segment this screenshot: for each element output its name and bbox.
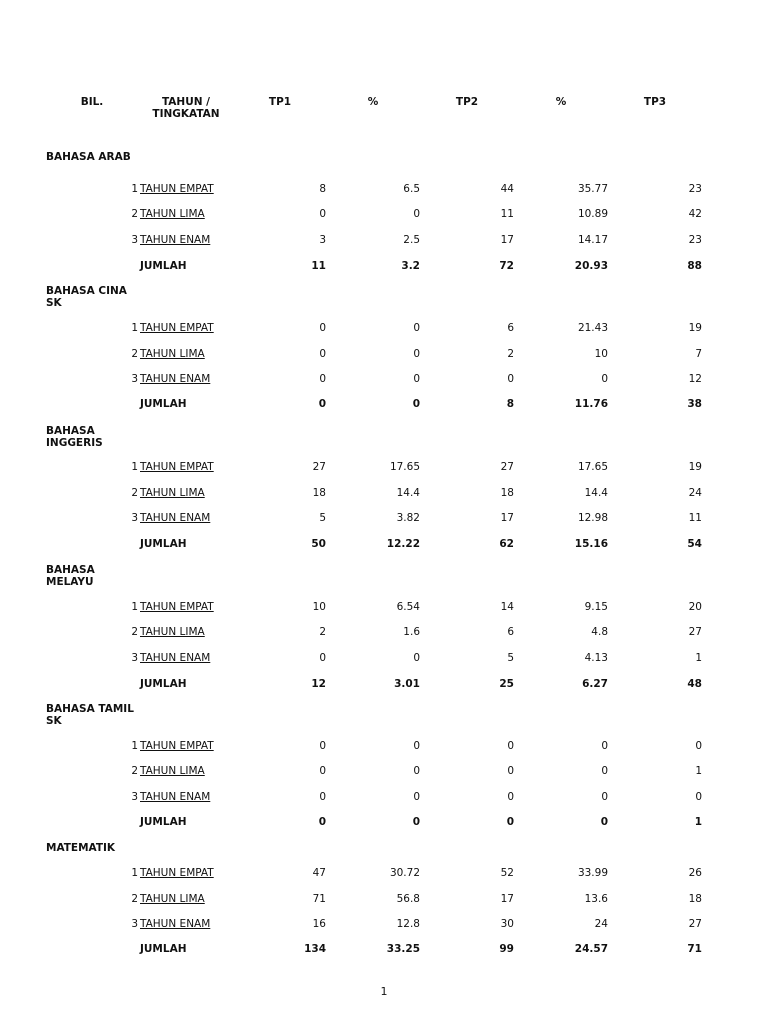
total-tp1: 50 xyxy=(311,538,326,550)
table-row xyxy=(0,321,768,335)
row-pct2: 14.17 xyxy=(577,234,608,246)
table-row xyxy=(0,347,768,361)
row-pct2: 14.4 xyxy=(584,487,608,499)
table-row xyxy=(0,511,768,525)
table-row xyxy=(0,764,768,778)
row-tp3: 19 xyxy=(688,461,702,473)
row-tp1: 16 xyxy=(312,918,326,930)
row-pct1: 0 xyxy=(413,208,420,220)
row-tp3: 20 xyxy=(688,601,702,613)
row-label: TAHUN ENAM xyxy=(140,791,211,803)
row-tp2: 17 xyxy=(500,234,514,246)
section-title: BAHASA TAMIL SK xyxy=(46,703,134,727)
total-tp1: 12 xyxy=(311,678,326,690)
row-label: TAHUN ENAM xyxy=(140,918,211,930)
total-tp1: 0 xyxy=(318,398,326,410)
total-tp1: 11 xyxy=(311,260,326,272)
row-label: TAHUN ENAM xyxy=(140,234,211,246)
row-pct1: 6.5 xyxy=(403,183,420,195)
row-label: TAHUN LIMA xyxy=(140,208,205,220)
row-tp3: 0 xyxy=(695,740,702,752)
row-tp2: 6 xyxy=(507,626,514,638)
row-tp2: 0 xyxy=(507,740,514,752)
row-pct1: 14.4 xyxy=(396,487,420,499)
row-tp3: 42 xyxy=(688,208,702,220)
total-tp3: 88 xyxy=(687,260,702,272)
row-label: TAHUN EMPAT xyxy=(140,601,214,613)
header-tp1: TP1 xyxy=(268,96,292,108)
row-tp2: 18 xyxy=(500,487,514,499)
total-tp2: 25 xyxy=(499,678,514,690)
row-tp1: 0 xyxy=(319,740,326,752)
row-tp3: 7 xyxy=(695,348,702,360)
row-tp2: 6 xyxy=(507,322,514,334)
total-tp3: 1 xyxy=(694,816,702,828)
total-pct2: 0 xyxy=(600,816,608,828)
row-tp3: 0 xyxy=(695,791,702,803)
total-row xyxy=(0,815,768,829)
row-tp3: 27 xyxy=(688,626,702,638)
total-tp3: 54 xyxy=(687,538,702,550)
row-bil: 3 xyxy=(131,512,138,524)
row-pct2: 0 xyxy=(601,373,608,385)
row-label: TAHUN ENAM xyxy=(140,373,211,385)
row-tp3: 27 xyxy=(688,918,702,930)
total-pct1: 0 xyxy=(412,816,420,828)
row-bil: 2 xyxy=(131,893,138,905)
total-row xyxy=(0,259,768,273)
header-bil: BIL. xyxy=(80,96,104,108)
section-title: MATEMATIK xyxy=(46,842,116,854)
row-tp2: 2 xyxy=(507,348,514,360)
row-label: TAHUN ENAM xyxy=(140,652,211,664)
row-tp1: 0 xyxy=(319,765,326,777)
total-pct1: 3.2 xyxy=(401,260,420,272)
total-label: JUMLAH xyxy=(140,678,187,690)
row-tp2: 5 xyxy=(507,652,514,664)
row-pct1: 0 xyxy=(413,740,420,752)
row-pct1: 0 xyxy=(413,373,420,385)
row-pct2: 0 xyxy=(601,765,608,777)
total-label: JUMLAH xyxy=(140,943,187,955)
row-tp2: 0 xyxy=(507,373,514,385)
table-row xyxy=(0,917,768,931)
row-pct1: 17.65 xyxy=(389,461,420,473)
row-pct1: 30.72 xyxy=(389,867,420,879)
row-tp2: 0 xyxy=(507,765,514,777)
row-pct1: 0 xyxy=(413,791,420,803)
row-pct2: 12.98 xyxy=(577,512,608,524)
row-tp2: 17 xyxy=(500,512,514,524)
row-bil: 1 xyxy=(131,322,138,334)
row-tp1: 3 xyxy=(319,234,326,246)
row-bil: 2 xyxy=(131,348,138,360)
row-tp3: 19 xyxy=(688,322,702,334)
row-label: TAHUN LIMA xyxy=(140,626,205,638)
total-pct2: 15.16 xyxy=(574,538,608,550)
row-pct1: 0 xyxy=(413,765,420,777)
row-label: TAHUN LIMA xyxy=(140,487,205,499)
row-pct1: 0 xyxy=(413,322,420,334)
row-label: TAHUN EMPAT xyxy=(140,183,214,195)
row-bil: 2 xyxy=(131,626,138,638)
total-tp3: 71 xyxy=(687,943,702,955)
total-row xyxy=(0,677,768,691)
row-tp1: 27 xyxy=(312,461,326,473)
row-label: TAHUN EMPAT xyxy=(140,322,214,334)
row-tp3: 24 xyxy=(688,487,702,499)
total-pct2: 20.93 xyxy=(574,260,608,272)
row-tp1: 47 xyxy=(312,867,326,879)
total-tp3: 48 xyxy=(687,678,702,690)
total-row xyxy=(0,942,768,956)
total-tp2: 72 xyxy=(499,260,514,272)
section-title: BAHASA CINA SK xyxy=(46,285,127,309)
table-row xyxy=(0,207,768,221)
row-tp1: 18 xyxy=(312,487,326,499)
row-tp1: 8 xyxy=(319,183,326,195)
total-label: JUMLAH xyxy=(140,398,187,410)
row-bil: 2 xyxy=(131,487,138,499)
table-row xyxy=(0,892,768,906)
row-pct1: 12.8 xyxy=(396,918,420,930)
row-pct2: 33.99 xyxy=(577,867,608,879)
row-tp2: 44 xyxy=(500,183,514,195)
total-tp2: 8 xyxy=(506,398,514,410)
total-pct2: 11.76 xyxy=(574,398,608,410)
row-pct2: 9.15 xyxy=(584,601,608,613)
row-pct1: 56.8 xyxy=(396,893,420,905)
table-row xyxy=(0,372,768,386)
row-label: TAHUN LIMA xyxy=(140,893,205,905)
row-bil: 3 xyxy=(131,652,138,664)
row-tp2: 17 xyxy=(500,893,514,905)
row-label: TAHUN LIMA xyxy=(140,765,205,777)
row-tp1: 0 xyxy=(319,373,326,385)
row-label: TAHUN EMPAT xyxy=(140,461,214,473)
total-label: JUMLAH xyxy=(140,260,187,272)
row-pct2: 4.13 xyxy=(584,652,608,664)
page-number: 1 xyxy=(380,985,388,998)
row-pct2: 10 xyxy=(594,348,608,360)
table-row xyxy=(0,790,768,804)
row-tp3: 26 xyxy=(688,867,702,879)
row-bil: 3 xyxy=(131,791,138,803)
total-pct1: 12.22 xyxy=(386,538,420,550)
row-tp1: 0 xyxy=(319,652,326,664)
row-bil: 3 xyxy=(131,234,138,246)
table-row xyxy=(0,651,768,665)
table-row xyxy=(0,739,768,753)
row-pct2: 13.6 xyxy=(584,893,608,905)
row-pct2: 24 xyxy=(594,918,608,930)
row-tp2: 27 xyxy=(500,461,514,473)
row-label: TAHUN ENAM xyxy=(140,512,211,524)
table-row xyxy=(0,182,768,196)
row-tp2: 11 xyxy=(500,208,514,220)
table-row xyxy=(0,486,768,500)
header-tp2: TP2 xyxy=(455,96,479,108)
total-tp1: 134 xyxy=(304,943,326,955)
header-tahun: TAHUN / TINGKATAN xyxy=(152,96,220,120)
row-tp3: 11 xyxy=(688,512,702,524)
row-tp3: 23 xyxy=(688,183,702,195)
total-label: JUMLAH xyxy=(140,538,187,550)
row-bil: 1 xyxy=(131,461,138,473)
row-label: TAHUN EMPAT xyxy=(140,740,214,752)
row-pct2: 0 xyxy=(601,791,608,803)
header-pct2: % xyxy=(555,96,567,108)
row-tp1: 5 xyxy=(319,512,326,524)
table-row xyxy=(0,625,768,639)
row-bil: 3 xyxy=(131,373,138,385)
section-title: BAHASA MELAYU xyxy=(46,564,95,588)
section-title: BAHASA ARAB xyxy=(46,151,131,163)
header-tp3: TP3 xyxy=(643,96,667,108)
total-tp1: 0 xyxy=(318,816,326,828)
row-pct2: 0 xyxy=(601,740,608,752)
row-tp1: 0 xyxy=(319,208,326,220)
total-pct1: 33.25 xyxy=(386,943,420,955)
row-label: TAHUN LIMA xyxy=(140,348,205,360)
row-tp3: 18 xyxy=(688,893,702,905)
row-pct1: 0 xyxy=(413,348,420,360)
row-bil: 3 xyxy=(131,918,138,930)
row-tp2: 14 xyxy=(500,601,514,613)
row-bil: 2 xyxy=(131,208,138,220)
row-tp3: 1 xyxy=(695,765,702,777)
total-pct1: 0 xyxy=(412,398,420,410)
row-pct2: 21.43 xyxy=(577,322,608,334)
total-tp2: 62 xyxy=(499,538,514,550)
row-tp2: 0 xyxy=(507,791,514,803)
row-tp2: 52 xyxy=(500,867,514,879)
row-tp1: 0 xyxy=(319,791,326,803)
header-pct1: % xyxy=(367,96,379,108)
total-row xyxy=(0,397,768,411)
total-tp2: 99 xyxy=(499,943,514,955)
row-pct2: 35.77 xyxy=(577,183,608,195)
row-pct1: 0 xyxy=(413,652,420,664)
row-tp3: 12 xyxy=(688,373,702,385)
row-bil: 1 xyxy=(131,183,138,195)
total-pct2: 6.27 xyxy=(582,678,608,690)
row-tp2: 30 xyxy=(500,918,514,930)
row-pct2: 10.89 xyxy=(577,208,608,220)
row-bil: 1 xyxy=(131,867,138,879)
row-label: TAHUN EMPAT xyxy=(140,867,214,879)
row-tp3: 1 xyxy=(695,652,702,664)
total-row xyxy=(0,537,768,551)
row-pct1: 6.54 xyxy=(396,601,420,613)
row-pct1: 1.6 xyxy=(403,626,420,638)
row-pct1: 3.82 xyxy=(396,512,420,524)
row-tp1: 0 xyxy=(319,348,326,360)
section-title: BAHASA INGGERIS xyxy=(46,425,103,449)
row-pct2: 17.65 xyxy=(577,461,608,473)
row-tp1: 2 xyxy=(319,626,326,638)
row-bil: 1 xyxy=(131,740,138,752)
total-tp3: 38 xyxy=(687,398,702,410)
table-row xyxy=(0,866,768,880)
total-label: JUMLAH xyxy=(140,816,187,828)
row-pct2: 4.8 xyxy=(591,626,608,638)
row-pct1: 2.5 xyxy=(403,234,420,246)
row-bil: 2 xyxy=(131,765,138,777)
table-row xyxy=(0,233,768,247)
row-tp3: 23 xyxy=(688,234,702,246)
row-tp1: 71 xyxy=(312,893,326,905)
table-row xyxy=(0,460,768,474)
total-pct1: 3.01 xyxy=(394,678,420,690)
table-row xyxy=(0,600,768,614)
row-tp1: 10 xyxy=(312,601,326,613)
row-bil: 1 xyxy=(131,601,138,613)
total-pct2: 24.57 xyxy=(574,943,608,955)
total-tp2: 0 xyxy=(506,816,514,828)
row-tp1: 0 xyxy=(319,322,326,334)
